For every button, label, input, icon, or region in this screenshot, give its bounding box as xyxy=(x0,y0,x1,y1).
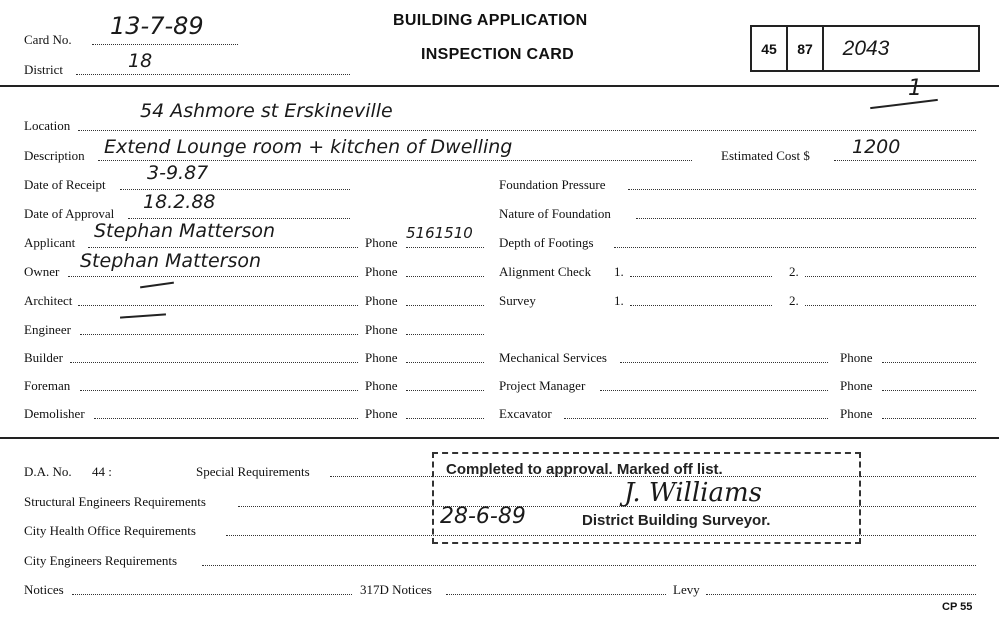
stamp-signature: J. Williams xyxy=(624,478,762,508)
excavator-phone-label: Phone xyxy=(840,406,873,421)
card-no-label: Card No. xyxy=(24,32,72,47)
district-label: District xyxy=(24,62,63,77)
da-no-value: 44 : xyxy=(92,464,112,479)
health-req-label: City Health Office Requirements xyxy=(24,523,196,538)
district-value[interactable]: 18 xyxy=(128,50,153,72)
foreman-phone-label: Phone xyxy=(365,378,398,393)
survey-two-label: 2. xyxy=(789,293,799,308)
depth-footings-line xyxy=(614,247,976,248)
architect-phone-line xyxy=(406,305,484,306)
lower-divider xyxy=(0,437,999,439)
engineer-phone-label: Phone xyxy=(365,322,398,337)
ref-extra-underline xyxy=(870,99,938,109)
applicant-phone-label: Phone xyxy=(365,235,398,250)
ref-cell-1: 45 xyxy=(752,27,788,70)
notices-label: Notices xyxy=(24,582,64,597)
owner-phone-line xyxy=(406,276,484,277)
project-manager-label: Project Manager xyxy=(499,378,586,393)
applicant-value[interactable]: Stephan Matterson xyxy=(94,220,276,242)
excavator-line xyxy=(564,418,828,419)
date-receipt-value[interactable]: 3-9.87 xyxy=(147,162,209,184)
mechanical-services-line xyxy=(620,362,828,363)
estimated-cost-value[interactable]: 1200 xyxy=(852,136,901,158)
notices-317d-label: 317D Notices xyxy=(360,582,432,597)
demolisher-label: Demolisher xyxy=(24,406,85,421)
survey-two-line xyxy=(805,305,976,306)
owner-value[interactable]: Stephan Matterson xyxy=(80,250,262,272)
da-no-label: D.A. No. xyxy=(24,464,72,479)
applicant-phone-line xyxy=(406,247,484,248)
description-label: Description xyxy=(24,148,85,163)
architect-label: Architect xyxy=(24,293,73,308)
demolisher-phone-label: Phone xyxy=(365,406,398,421)
builder-line xyxy=(70,362,358,363)
card-no-line xyxy=(92,44,238,45)
ref-extra-mark: 1 xyxy=(908,76,922,101)
notices-line xyxy=(72,594,352,595)
project-manager-phone-line xyxy=(882,390,976,391)
ref-cell-3[interactable]: 2043 xyxy=(842,36,890,60)
alignment-two-line xyxy=(805,276,976,277)
ref-cell-2: 87 xyxy=(788,27,824,70)
builder-phone-line xyxy=(406,362,484,363)
notices-317d-line xyxy=(446,594,666,595)
applicant-label: Applicant xyxy=(24,235,76,250)
architect-dash-mark xyxy=(120,313,166,318)
depth-footings-label: Depth of Footings xyxy=(499,235,594,250)
foreman-phone-line xyxy=(406,390,484,391)
mechanical-phone-label: Phone xyxy=(840,350,873,365)
district-line xyxy=(76,74,350,75)
alignment-check-label: Alignment Check xyxy=(499,264,592,279)
owner-label: Owner xyxy=(24,264,60,279)
alignment-one-label: 1. xyxy=(614,264,624,279)
engineer-label: Engineer xyxy=(24,322,71,337)
foreman-line xyxy=(80,390,358,391)
survey-label: Survey xyxy=(499,293,536,308)
description-line xyxy=(98,160,692,161)
alignment-two-label: 2. xyxy=(789,264,799,279)
date-approval-value[interactable]: 18.2.88 xyxy=(143,191,216,213)
demolisher-line xyxy=(94,418,358,419)
foreman-label: Foreman xyxy=(24,378,71,393)
project-manager-phone-label: Phone xyxy=(840,378,873,393)
city-eng-req-line xyxy=(202,565,976,566)
header-divider xyxy=(0,85,999,87)
builder-label: Builder xyxy=(24,350,63,365)
title-line-2: INSPECTION CARD xyxy=(421,46,574,63)
estimated-cost-line xyxy=(834,160,976,161)
location-value[interactable]: 54 Ashmore st Erskineville xyxy=(140,100,393,122)
date-receipt-line xyxy=(120,189,350,190)
card-no-value[interactable]: 13-7-89 xyxy=(110,12,204,40)
survey-one-line xyxy=(630,305,772,306)
levy-label: Levy xyxy=(673,582,700,597)
reference-number-box xyxy=(750,25,980,72)
date-receipt-label: Date of Receipt xyxy=(24,177,106,192)
excavator-label: Excavator xyxy=(499,406,552,421)
city-eng-req-label: City Engineers Requirements xyxy=(24,553,178,568)
foundation-pressure-label: Foundation Pressure xyxy=(499,177,606,192)
location-label: Location xyxy=(24,118,71,133)
stamp-title: District Building Surveyor. xyxy=(582,512,771,529)
architect-line xyxy=(78,305,358,306)
form-code: CP 55 xyxy=(942,601,973,613)
foundation-pressure-line xyxy=(628,189,976,190)
mechanical-services-label: Mechanical Services xyxy=(499,350,607,365)
special-req-label: Special Requirements xyxy=(196,464,310,479)
levy-line xyxy=(706,594,976,595)
nature-foundation-line xyxy=(636,218,976,219)
structural-req-label: Structural Engineers Requirements xyxy=(24,494,206,509)
stamp-date: 28-6-89 xyxy=(440,504,526,529)
owner-phone-label: Phone xyxy=(365,264,398,279)
builder-phone-label: Phone xyxy=(365,350,398,365)
location-line xyxy=(78,130,976,131)
owner-line xyxy=(68,276,358,277)
date-approval-line xyxy=(128,218,350,219)
engineer-line xyxy=(80,334,358,335)
nature-foundation-label: Nature of Foundation xyxy=(499,206,611,221)
demolisher-phone-line xyxy=(406,418,484,419)
engineer-phone-line xyxy=(406,334,484,335)
owner-check-mark xyxy=(140,282,174,289)
estimated-cost-label: Estimated Cost $ xyxy=(721,148,810,163)
applicant-line xyxy=(88,247,358,248)
approval-stamp xyxy=(432,452,861,544)
project-manager-line xyxy=(600,390,828,391)
excavator-phone-line xyxy=(882,418,976,419)
applicant-phone-value[interactable]: 5161510 xyxy=(406,224,473,242)
stamp-line-1: Completed to approval. Marked off list. xyxy=(446,461,723,478)
alignment-one-line xyxy=(630,276,772,277)
description-value[interactable]: Extend Lounge room + kitchen of Dwelling xyxy=(104,136,513,158)
date-approval-label: Date of Approval xyxy=(24,206,115,221)
mechanical-phone-line xyxy=(882,362,976,363)
survey-one-label: 1. xyxy=(614,293,624,308)
architect-phone-label: Phone xyxy=(365,293,398,308)
title-line-1: BUILDING APPLICATION xyxy=(393,12,588,29)
